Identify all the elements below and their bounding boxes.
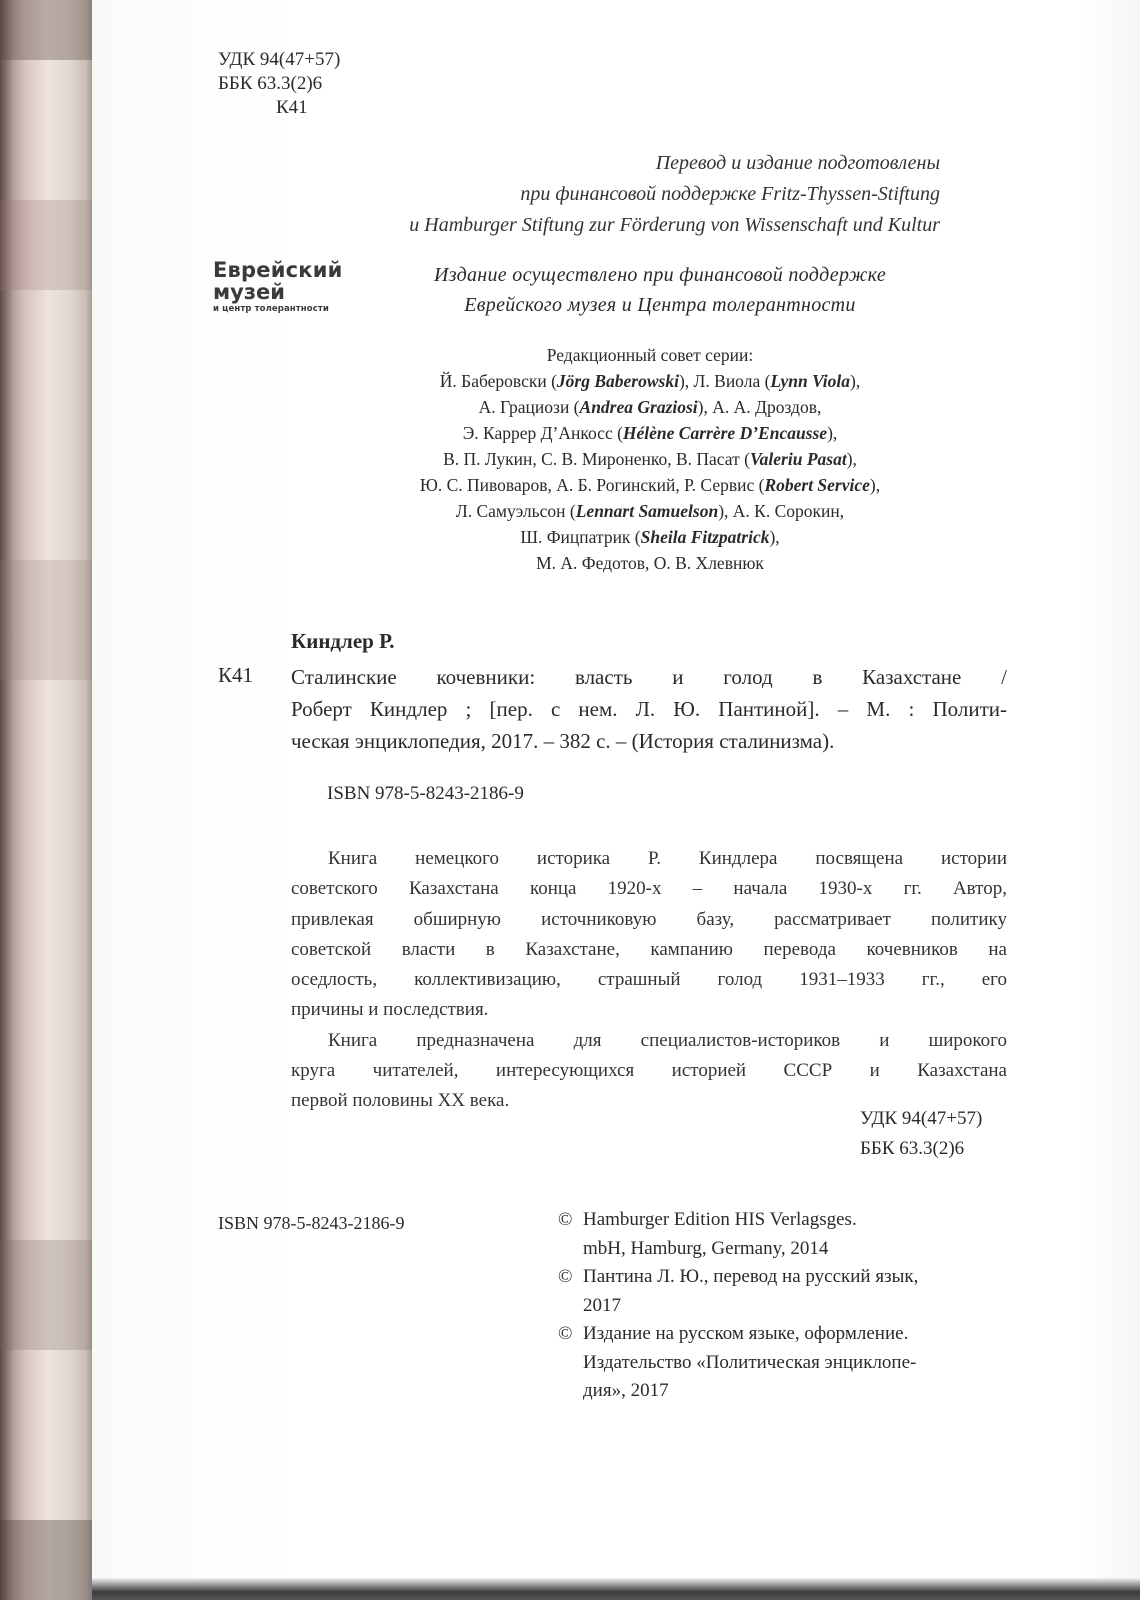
board-line: [300, 446, 1000, 472]
annotation-line: оседлость, коллективизацию, страшный голод 1931–1933 гг., его: [291, 969, 1007, 991]
annotation-line: советской власти в Казахстане, кампанию перевода кочевников на: [291, 938, 1007, 960]
spine-shadow-top: [0, 0, 92, 60]
board-text: Й. Баберовски (: [439, 371, 557, 391]
isbn-imprint: ISBN 978-5-8243-2186-9: [218, 1213, 405, 1233]
board-text: Ш. Фицпатрик (: [520, 527, 641, 547]
board-text: ),: [827, 423, 838, 443]
bibliographic-description: [291, 661, 1007, 757]
board-line: [300, 498, 1000, 524]
board-text: ), А. А. Дроздов,: [697, 397, 822, 417]
board-text: ),: [869, 475, 881, 495]
board-text: ), Л. Виола (: [678, 371, 771, 391]
editorial-board: [300, 342, 1000, 576]
board-latin-name: Robert Service: [764, 475, 870, 495]
jewish-museum-logo: [213, 258, 343, 315]
logo-subline: и центр толерантности: [213, 304, 329, 314]
copyright-notices: [558, 1206, 1038, 1406]
museum-support-line: Еврейского музея и Центра толерантности: [464, 294, 856, 316]
copyright-line: дия», 2017: [583, 1380, 669, 1401]
board-line: [300, 394, 1000, 420]
board-line: [300, 472, 1000, 498]
spine-band: [0, 200, 92, 290]
copyright-line: Пантина Л. Ю., перевод на русский язык,: [583, 1266, 919, 1287]
board-latin-name: Hélène Carrère D’Encausse: [622, 423, 828, 443]
classification-block-bottom: [860, 1104, 982, 1164]
board-text: Э. Каррер Д’Анкосс (: [462, 423, 623, 443]
annotation-line: Книга немецкого историка Р. Киндлера посвящена истории: [328, 848, 1007, 869]
isbn-line: ISBN 978-5-8243-2186-9: [327, 783, 524, 804]
board-text: ),: [769, 527, 780, 547]
board-heading: Редакционный совет серии:: [546, 345, 754, 365]
book-annotation: [291, 844, 1007, 1117]
copyright-symbol: ©: [558, 1323, 573, 1344]
annotation-line: причины и последствия.: [291, 999, 489, 1021]
logo-line: музей: [213, 280, 286, 304]
board-text: ), А. К. Сорокин,: [718, 501, 845, 521]
bbk-code: ББК 63.3(2)6: [860, 1138, 965, 1159]
board-latin-name: Valeriu Pasat: [749, 449, 847, 469]
board-latin-name: Sheila Fitzpatrick: [640, 527, 770, 547]
board-latin-name: Andrea Graziosi: [579, 397, 698, 417]
copyright-line: mbH, Hamburg, Germany, 2014: [583, 1237, 829, 1259]
bib-line: ческая энциклопедия, 2017. – 382 с. – (История сталинизма).: [291, 729, 835, 753]
spine-band: [0, 560, 92, 680]
annotation-line: советского Казахстана конца 1920-х – начала 1930-х гг. Автор,: [291, 878, 1007, 900]
copyright-line: Издательство «Политическая энциклопе-: [583, 1351, 917, 1373]
classification-block-top: [218, 48, 340, 120]
annotation-line: первой половины XX века.: [291, 1090, 510, 1112]
board-text: ),: [846, 449, 857, 469]
board-line: М. А. Федотов, О. В. Хлевнюк: [536, 553, 764, 573]
board-text: В. П. Лукин, С. В. Мироненко, В. Пасат (: [443, 449, 750, 469]
museum-support-note: [370, 260, 950, 320]
logo-line: Еврейский: [213, 258, 343, 282]
author-mark-left: К41: [218, 663, 254, 687]
annotation-line: привлекая обширную источниковую базу, рассматривает политику: [291, 908, 1007, 930]
copyright-line: Издание на русском языке, оформление.: [583, 1323, 909, 1344]
copyright-symbol: ©: [558, 1266, 573, 1287]
bbk-code: ББК 63.3(2)6: [218, 73, 323, 94]
board-line: [300, 420, 1000, 446]
board-text: Ю. С. Пивоваров, А. Б. Рогинский, Р. Сервис (: [419, 475, 765, 495]
board-line: [300, 368, 1000, 394]
support-line: Перевод и издание подготовлены: [655, 152, 940, 174]
board-latin-name: Lennart Samuelson: [575, 501, 719, 521]
author-mark: К41: [276, 97, 308, 118]
support-line: при финансовой поддержке Fritz-Thyssen-Stiftung: [520, 183, 940, 205]
annotation-line: Книга предназначена для специалистов-историков и широкого: [328, 1029, 1007, 1051]
board-latin-name: Lynn Viola: [770, 371, 851, 391]
annotation-line: круга читателей, интересующихся историей СССР и Казахстана: [291, 1060, 1007, 1082]
spine-band: [0, 1240, 92, 1350]
board-latin-name: Jörg Baberowski: [556, 371, 679, 391]
copyright-item: [558, 1263, 1038, 1320]
copyright-symbol: ©: [558, 1209, 573, 1230]
author-name: Киндлер Р.: [291, 629, 395, 653]
udk-code: УДК 94(47+57): [218, 49, 341, 70]
board-line: [300, 524, 1000, 550]
board-text: ),: [850, 371, 861, 391]
translation-support-note: [150, 148, 940, 241]
museum-support-line: Издание осуществлено при финансовой поддержке: [433, 264, 886, 286]
board-text: А. Грациози (: [478, 397, 580, 417]
copyright-item: [558, 1320, 1038, 1406]
copyright-line: 2017: [583, 1294, 621, 1316]
board-text: Л. Самуэльсон (: [455, 501, 576, 521]
support-line: и Hamburger Stiftung zur Förderung von Wissenschaft und Kultur: [409, 214, 940, 236]
bib-line: Сталинские кочевники: власть и голод в Казахстане /: [291, 665, 1007, 689]
page-bottom-edge: [92, 1578, 1140, 1600]
bib-line: Роберт Киндлер ; [пер. с нем. Л. Ю. Пантиной]. – М. : Полити-: [291, 697, 1007, 721]
copyright-line: Hamburger Edition HIS Verlagsges.: [583, 1209, 857, 1230]
udk-code: УДК 94(47+57): [860, 1108, 983, 1129]
spine-shadow-bottom: [0, 1520, 92, 1600]
copyright-item: [558, 1206, 1038, 1263]
